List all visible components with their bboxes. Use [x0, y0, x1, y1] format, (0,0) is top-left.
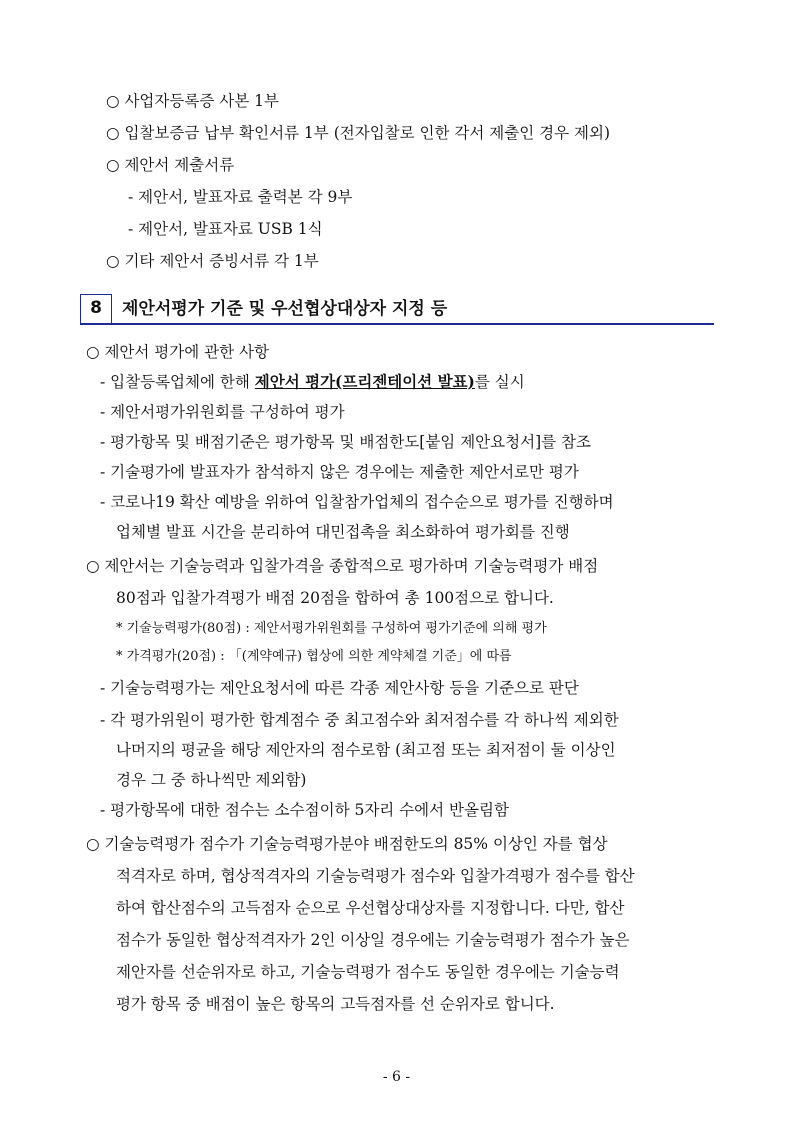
section-number-box: 8 [80, 294, 112, 324]
list-subitem-printouts: - 제안서, 발표자료 출력본 각 9부 [128, 188, 353, 206]
scoring-bullet-rounding: - 평가항목에 대한 점수는 소수점이하 5자리 수에서 반올림함 [100, 801, 509, 819]
priority-line4: 점수가 동일한 협상적격자가 2인 이상일 경우에는 기술능력평가 점수가 높은 [116, 931, 630, 949]
eval-bullet-presentation-suffix: 를 실시 [474, 373, 525, 391]
section-title: 제안서평가 기준 및 우선협상대상자 지정 등 [122, 299, 448, 319]
scoring-note-technical: * 기술능력평가(80점) : 제안서평가위원회를 구성하여 평가기준에 의해 평가 [116, 621, 547, 636]
eval-bullet-covid-line2: 업체별 발표 시간을 분리하여 대민접촉을 최소화하여 평가회를 진행 [116, 523, 570, 541]
list-item-bid-deposit: ○ 입찰보증금 납부 확인서류 1부 (전자입찰로 인한 각서 제출인 경우 제외) [106, 124, 610, 142]
scoring-bullet-judgment: - 기술능력평가는 제안요청서에 따른 각종 제안사항 등을 기준으로 판단 [100, 679, 579, 697]
priority-line1: ○ 기술능력평가 점수가 기술능력평가분야 배점한도의 85% 이상인 자를 협상 [86, 835, 608, 853]
list-subitem-usb: - 제안서, 발표자료 USB 1식 [128, 220, 323, 238]
priority-line6: 평가 항목 중 배점이 높은 항목의 고득점자를 선 순위자로 합니다. [116, 995, 555, 1013]
eval-bullet-presentation [100, 371, 525, 393]
list-item-other-evidence: ○ 기타 제안서 증빙서류 각 1부 [106, 252, 319, 270]
eval-bullet-presentation-prefix: - 입찰등록업체에 한해 [100, 373, 255, 391]
page-number: - 6 - [382, 1069, 411, 1085]
section-underline [80, 323, 714, 325]
scoring-paragraph-line2: 80점과 입찰가격평가 배점 20점을 합하여 총 100점으로 합니다. [116, 589, 554, 607]
eval-bullet-covid-line1: - 코로나19 확산 예방을 위하여 입찰참가업체의 접수순으로 평가를 진행하며 [100, 493, 614, 511]
eval-bullet-absence: - 기술평가에 발표자가 참석하지 않은 경우에는 제출한 제안서로만 평가 [100, 463, 579, 481]
presentation-emphasis: 제안서 평가(프리젠테이션 발표) [254, 372, 475, 391]
list-item-business-registration: ○ 사업자등록증 사본 1부 [106, 92, 279, 110]
scoring-bullet-exclusion-line1: - 각 평가위원이 평가한 합계점수 중 최고점수와 최저점수를 각 하나씩 제외한 [100, 711, 619, 729]
priority-line3: 하여 합산점수의 고득점자 순으로 우선협상대상자를 지정합니다. 다만, 합산 [116, 899, 625, 917]
eval-bullet-criteria: - 평가항목 및 배점기준은 평가항목 및 배점한도[붙임 제안요청서]를 참조 [100, 433, 591, 451]
eval-bullet-committee: - 제안서평가위원회를 구성하여 평가 [100, 403, 345, 421]
scoring-bullet-exclusion-line2: 나머지의 평균을 해당 제안자의 점수로함 (최고점 또는 최저점이 둘 이상인 [116, 741, 616, 759]
eval-heading: ○ 제안서 평가에 관한 사항 [86, 343, 269, 361]
scoring-paragraph-line1: ○ 제안서는 기술능력과 입찰가격을 종합적으로 평가하며 기술능력평가 배점 [86, 557, 599, 575]
priority-line2: 적격자로 하며, 협상적격자의 기술능력평가 점수와 입찰가격평가 점수를 합산 [116, 867, 635, 885]
priority-line5: 제안자를 선순위자로 하고, 기술능력평가 점수도 동일한 경우에는 기술능력 [116, 963, 620, 981]
scoring-bullet-exclusion-line3: 경우 그 중 하나씩만 제외함) [116, 771, 307, 789]
scoring-note-price: * 가격평가(20점) : 「(계약예규) 협상에 의한 계약체결 기준」에 따름 [116, 649, 512, 664]
list-item-proposal-documents: ○ 제안서 제출서류 [106, 156, 235, 174]
